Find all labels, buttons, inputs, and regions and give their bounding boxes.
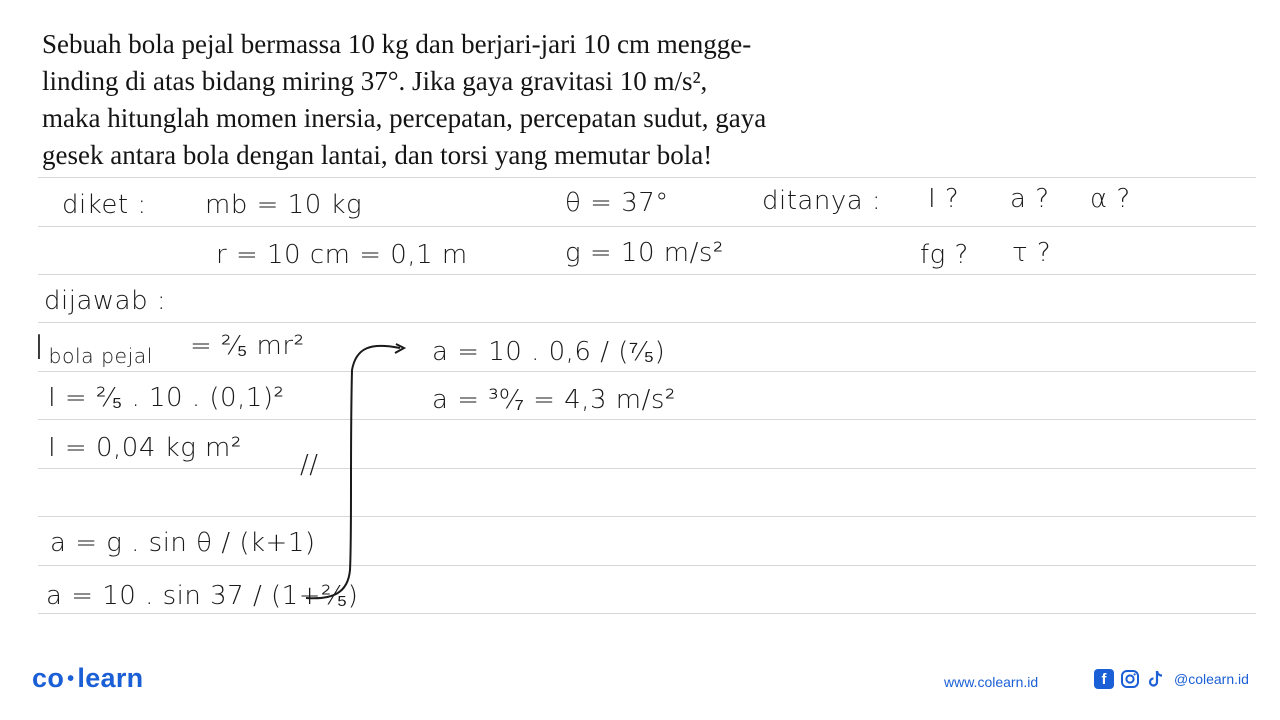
inertia-result: I = 0,04 kg m² <box>48 433 242 463</box>
ruled-line <box>38 419 1256 420</box>
inertia-substitution: I = ²⁄₅ . 10 . (0,1)² <box>48 383 285 413</box>
dijawab-label: dijawab : <box>44 286 167 316</box>
inertia-result-mark: // <box>300 450 319 480</box>
ruled-line <box>38 516 1256 517</box>
ruled-line <box>38 274 1256 275</box>
inertia-subscript: bola pejal <box>48 344 153 368</box>
problem-text <box>42 26 902 174</box>
ruled-line <box>38 371 1256 372</box>
acceleration-step: a = 10 . 0,6 / (⁷⁄₅) <box>432 337 666 367</box>
problem-line: linding di atas bidang miring 37°. Jika gaya gravitasi 10 m/s², <box>42 66 708 96</box>
facebook-icon[interactable]: f <box>1094 669 1114 689</box>
logo-text-co: co <box>32 663 65 693</box>
website-link[interactable]: www.colearn.id <box>944 674 1039 690</box>
inertia-formula: = ²⁄₅ mr² <box>190 331 305 361</box>
instagram-icon[interactable] <box>1120 669 1140 689</box>
ruled-line <box>38 565 1256 566</box>
acceleration-substitution: a = 10 . sin 37 / (1+²⁄₅) <box>46 581 359 611</box>
ruled-line <box>38 322 1256 323</box>
angle-given: θ = 37° <box>565 188 669 218</box>
social-handle[interactable]: @colearn.id <box>1174 671 1249 687</box>
connector-bracket <box>300 330 410 605</box>
colearn-logo <box>32 663 143 694</box>
acceleration-formula: a = g . sin θ / (k+1) <box>50 528 316 558</box>
mass-given: mb = 10 kg <box>205 190 363 220</box>
question-torque: τ ? <box>1012 238 1052 268</box>
ruled-line <box>38 468 1256 469</box>
question-acceleration: a ? <box>1010 184 1050 214</box>
tiktok-icon[interactable] <box>1146 669 1166 689</box>
question-inertia: I ? <box>928 184 960 214</box>
logo-dot: • <box>67 668 75 690</box>
diket-label: diket : <box>62 190 147 220</box>
question-friction: fg ? <box>920 240 969 270</box>
radius-given: r = 10 cm = 0,1 m <box>216 240 468 270</box>
logo-text-learn: learn <box>77 663 144 693</box>
inertia-formula-label <box>34 328 153 368</box>
ruled-line <box>38 613 1256 614</box>
problem-line: maka hitunglah momen inersia, percepatan, percepatan sudut, gaya <box>42 103 767 133</box>
problem-line: gesek antara bola dengan lantai, dan torsi yang memutar bola! <box>42 140 713 170</box>
ruled-line <box>38 226 1256 227</box>
question-angular-acceleration: α ? <box>1090 184 1131 214</box>
acceleration-result: a = ³⁰⁄₇ = 4,3 m/s² <box>432 385 676 415</box>
problem-line: Sebuah bola pejal bermassa 10 kg dan berjari-jari 10 cm mengge- <box>42 29 752 59</box>
social-links <box>1094 669 1249 689</box>
ruled-line <box>38 177 1256 178</box>
inertia-symbol: I <box>34 328 45 368</box>
ditanya-label: ditanya : <box>762 186 882 216</box>
gravity-given: g = 10 m/s² <box>565 238 724 268</box>
